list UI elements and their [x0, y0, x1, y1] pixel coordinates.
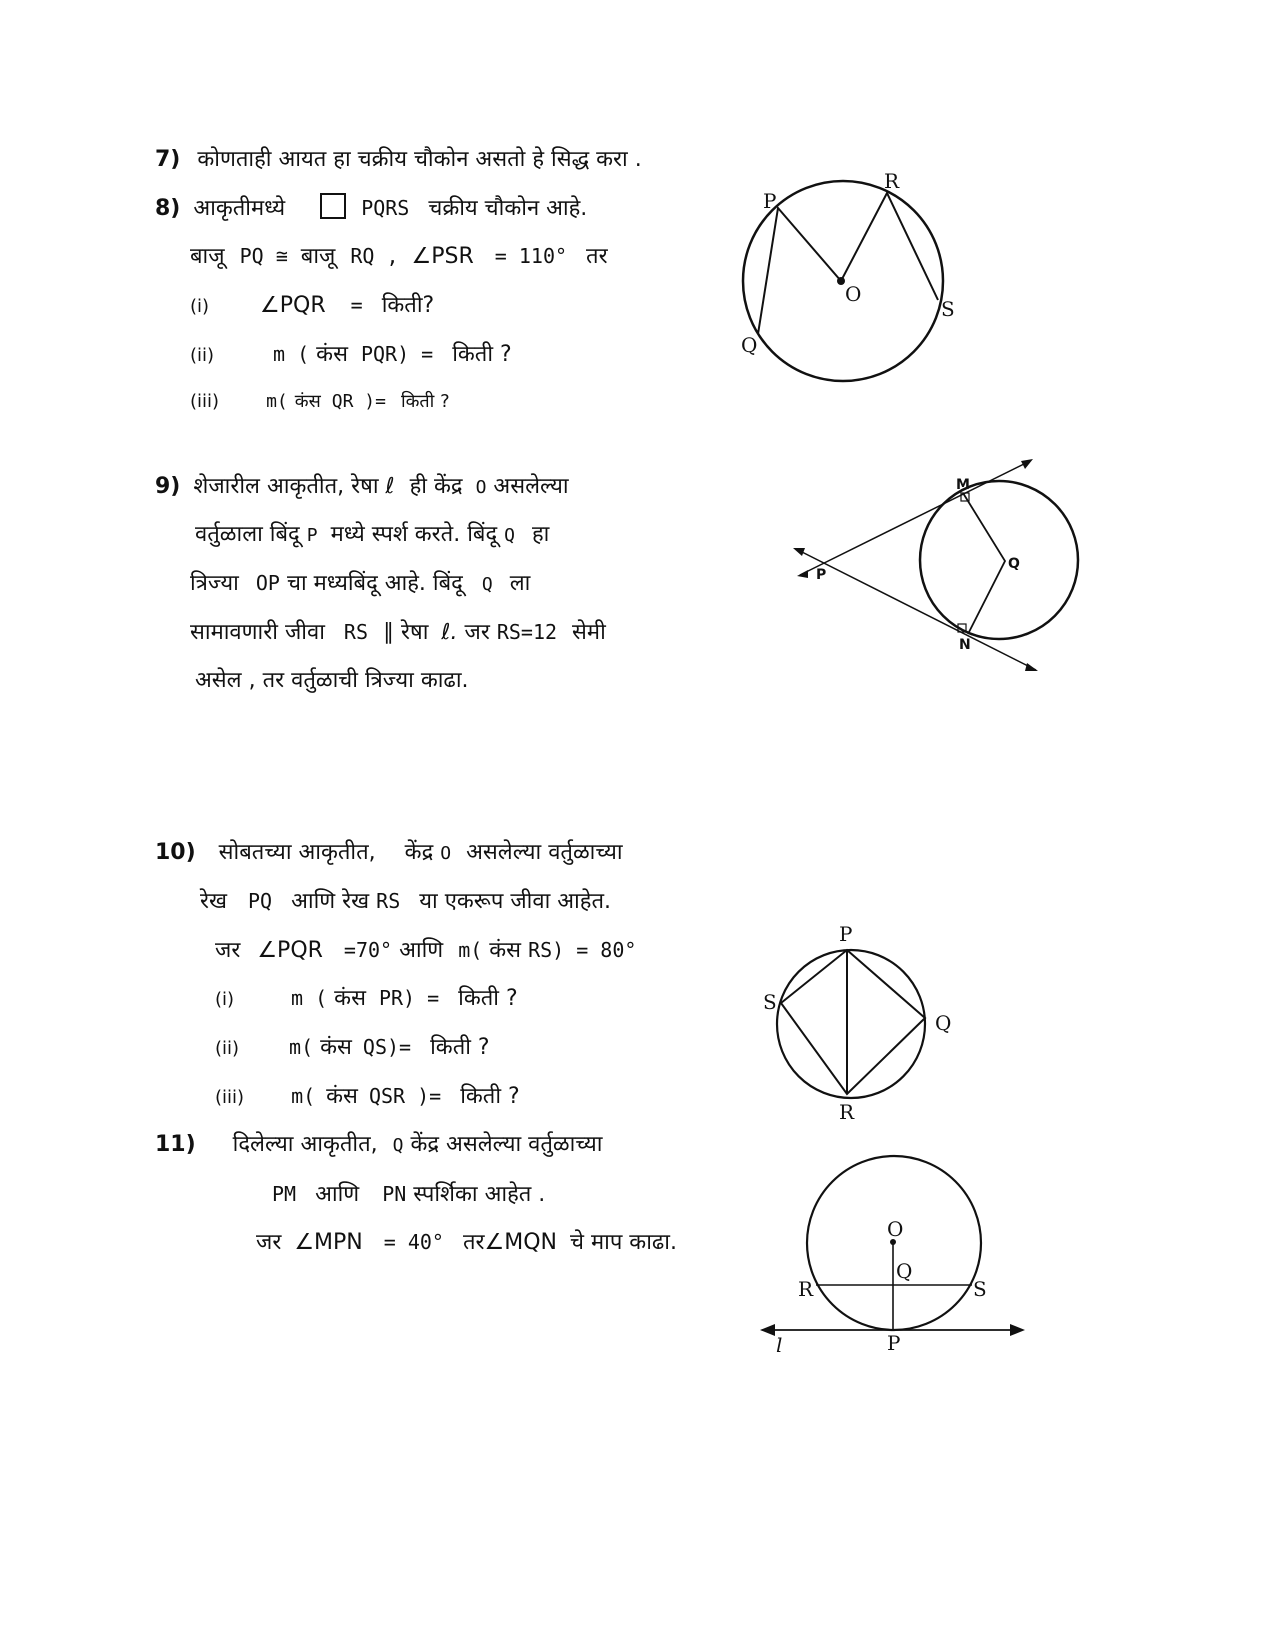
fig4-label-q: Q	[896, 1259, 913, 1283]
q10-text: असलेल्या वर्तुळाच्या	[466, 840, 623, 865]
fig1-label-p: P	[763, 189, 777, 213]
arrow-icon	[1010, 1324, 1025, 1336]
q10-text: m (	[291, 986, 328, 1010]
q9-text: जर	[464, 620, 490, 645]
fig3-label-q: Q	[935, 1011, 952, 1035]
q9-text: त्रिज्या	[190, 571, 239, 596]
fig1-label-o: O	[845, 282, 862, 306]
q7-number: 7)	[155, 147, 181, 172]
q10-text: कंस	[334, 986, 366, 1011]
q8-text: किती?	[381, 293, 435, 318]
q10-text: कंस	[326, 1084, 358, 1109]
q11-text: तर∠MQN	[462, 1230, 557, 1255]
q8-sub-label: (ii)	[190, 345, 215, 366]
q8-text: बाजू	[190, 244, 225, 269]
q9-text: असेल , तर वर्तुळाची त्रिज्या काढा.	[195, 668, 469, 693]
q8-text: PQRS	[361, 196, 410, 220]
q9-text: सेमी	[572, 620, 606, 645]
q8-text: कंस	[316, 342, 348, 367]
q10-text: m(	[458, 938, 483, 962]
q9-text: OP	[255, 571, 280, 595]
q10-text: =70°	[343, 938, 393, 962]
q9-text: RS	[343, 620, 368, 644]
q9-number: 9)	[155, 474, 181, 499]
q10-text: या एकरूप जीवा आहेत.	[419, 889, 612, 914]
fig2-label-q: Q	[1008, 556, 1020, 572]
q9-text: Q	[481, 574, 493, 595]
q8-sub-label: (i)	[190, 296, 210, 317]
q10-sub-label: (ii)	[215, 1038, 240, 1059]
fig4-label-p: P	[887, 1331, 901, 1355]
fig1-label-q: Q	[741, 333, 758, 357]
q9-text: ही केंद्र	[409, 474, 463, 499]
fig1-label-r: R	[884, 169, 900, 193]
q9-text: O	[475, 477, 487, 498]
q9-text: हा	[532, 522, 550, 547]
q9-text: वर्तुळाला बिंदू	[195, 522, 300, 547]
q8-text: m (	[273, 342, 310, 366]
q11-text: = 40°	[383, 1230, 444, 1254]
q8-text: तर	[586, 244, 608, 269]
q8-text: कंस	[294, 391, 321, 412]
fig2-label-p: P	[816, 567, 827, 583]
fig1-label-s: S	[941, 297, 955, 321]
q11-text: आणि	[315, 1182, 360, 1207]
q10-text: किती ?	[460, 1084, 520, 1109]
q10-text: कंस	[489, 938, 522, 963]
q10-sub-label: (i)	[215, 989, 235, 1010]
q8-text: ∠PSR	[411, 244, 474, 269]
fig3-label-p: P	[839, 922, 853, 946]
q9-text: ℓ.	[441, 620, 458, 645]
q11-text: PM	[272, 1182, 297, 1206]
q11-text: स्पर्शिका आहेत .	[413, 1182, 546, 1207]
q9-text: P	[306, 525, 318, 546]
arrow-icon	[760, 1324, 775, 1336]
fig4-label-o: O	[887, 1217, 904, 1241]
q10-text: QSR )=	[368, 1084, 442, 1108]
q10-text: PR) =	[378, 986, 440, 1010]
q8-text: किती ?	[452, 342, 512, 367]
q10-sub-label: (iii)	[215, 1087, 245, 1108]
q11-text: ∠MPN	[294, 1230, 363, 1255]
q10-text: किती ?	[458, 986, 518, 1011]
q8-text: = 110°	[494, 244, 568, 268]
q11-text: जर	[256, 1230, 282, 1255]
q10-text: ∠PQR	[257, 938, 323, 963]
q9-text: मध्ये स्पर्श करते. बिंदू	[330, 522, 498, 547]
q8-text: =	[350, 293, 363, 317]
q10-text: केंद्र	[404, 840, 434, 865]
q11-text: चे माप काढा.	[570, 1230, 677, 1255]
q11-text: दिलेल्या आकृतीत,	[232, 1132, 378, 1157]
fig3-label-r: R	[839, 1100, 855, 1124]
q10-text: m(	[289, 1035, 314, 1059]
q10-text: आणि	[399, 938, 444, 963]
q10-text: सोबतच्या आकृतीत,	[218, 840, 376, 865]
fig4-label-r: R	[798, 1277, 814, 1301]
q8-text: RQ ,	[350, 244, 399, 268]
q10-text: जर	[215, 938, 241, 963]
q8-text: QR )=	[331, 391, 386, 412]
q10-text: किती ?	[430, 1035, 490, 1060]
fig4-label-l: l	[776, 1333, 783, 1357]
q9-text: सामावणारी जीवा	[190, 620, 325, 645]
q9-text: चा मध्यबिंदू आहे. बिंदू	[286, 571, 463, 596]
fig2-label-m: M	[956, 477, 970, 493]
q11-text: Q	[392, 1135, 404, 1156]
q9-text: शेजारील आकृतीत, रेषा	[193, 474, 379, 499]
fig4-label-s: S	[973, 1277, 987, 1301]
q10-text: कंस	[320, 1035, 352, 1060]
q8-text: बाजू	[300, 244, 336, 269]
q9-text: असलेल्या	[493, 474, 569, 499]
q9-text: ℓ	[385, 474, 395, 499]
q8-text: m(	[266, 391, 288, 412]
q10-text: PQ	[248, 889, 273, 913]
fig2-label-n: N	[959, 637, 971, 653]
q10-text: O	[440, 843, 452, 864]
q10-text: RS	[376, 889, 401, 913]
q8-sub-label: (iii)	[190, 391, 220, 412]
q9-text: RS=12	[496, 620, 558, 644]
q8-text: PQ ≅	[239, 244, 288, 268]
q9-text: ∥ रेषा	[383, 620, 429, 645]
q11-text: केंद्र असलेल्या वर्तुळाच्या	[410, 1132, 603, 1157]
q9-text: ला	[509, 571, 531, 596]
q9-text: Q	[504, 525, 515, 546]
q10-text: आणि रेख	[291, 889, 370, 914]
q8-number: 8)	[155, 196, 181, 221]
q8-text: चक्रीय चौकोन आहे.	[428, 196, 588, 221]
q8-text: किती ?	[400, 391, 450, 412]
q8-text: ∠PQR	[260, 293, 326, 318]
q10-text: m(	[291, 1084, 316, 1108]
q10-number: 10)	[155, 840, 196, 865]
fig3-label-s: S	[763, 990, 777, 1014]
q11-text: PN	[382, 1182, 407, 1206]
q10-text: QS)=	[362, 1035, 412, 1059]
q7-text: कोणताही आयत हा चक्रीय चौकोन असतो हे सिद्ध करा .	[197, 147, 642, 172]
q8-text: PQR) =	[360, 342, 434, 366]
q10-text: रेख	[200, 889, 227, 914]
q8-text: आकृतीमध्ये	[193, 196, 286, 221]
q11-number: 11)	[155, 1132, 196, 1157]
q10-text: RS) = 80°	[528, 938, 637, 962]
